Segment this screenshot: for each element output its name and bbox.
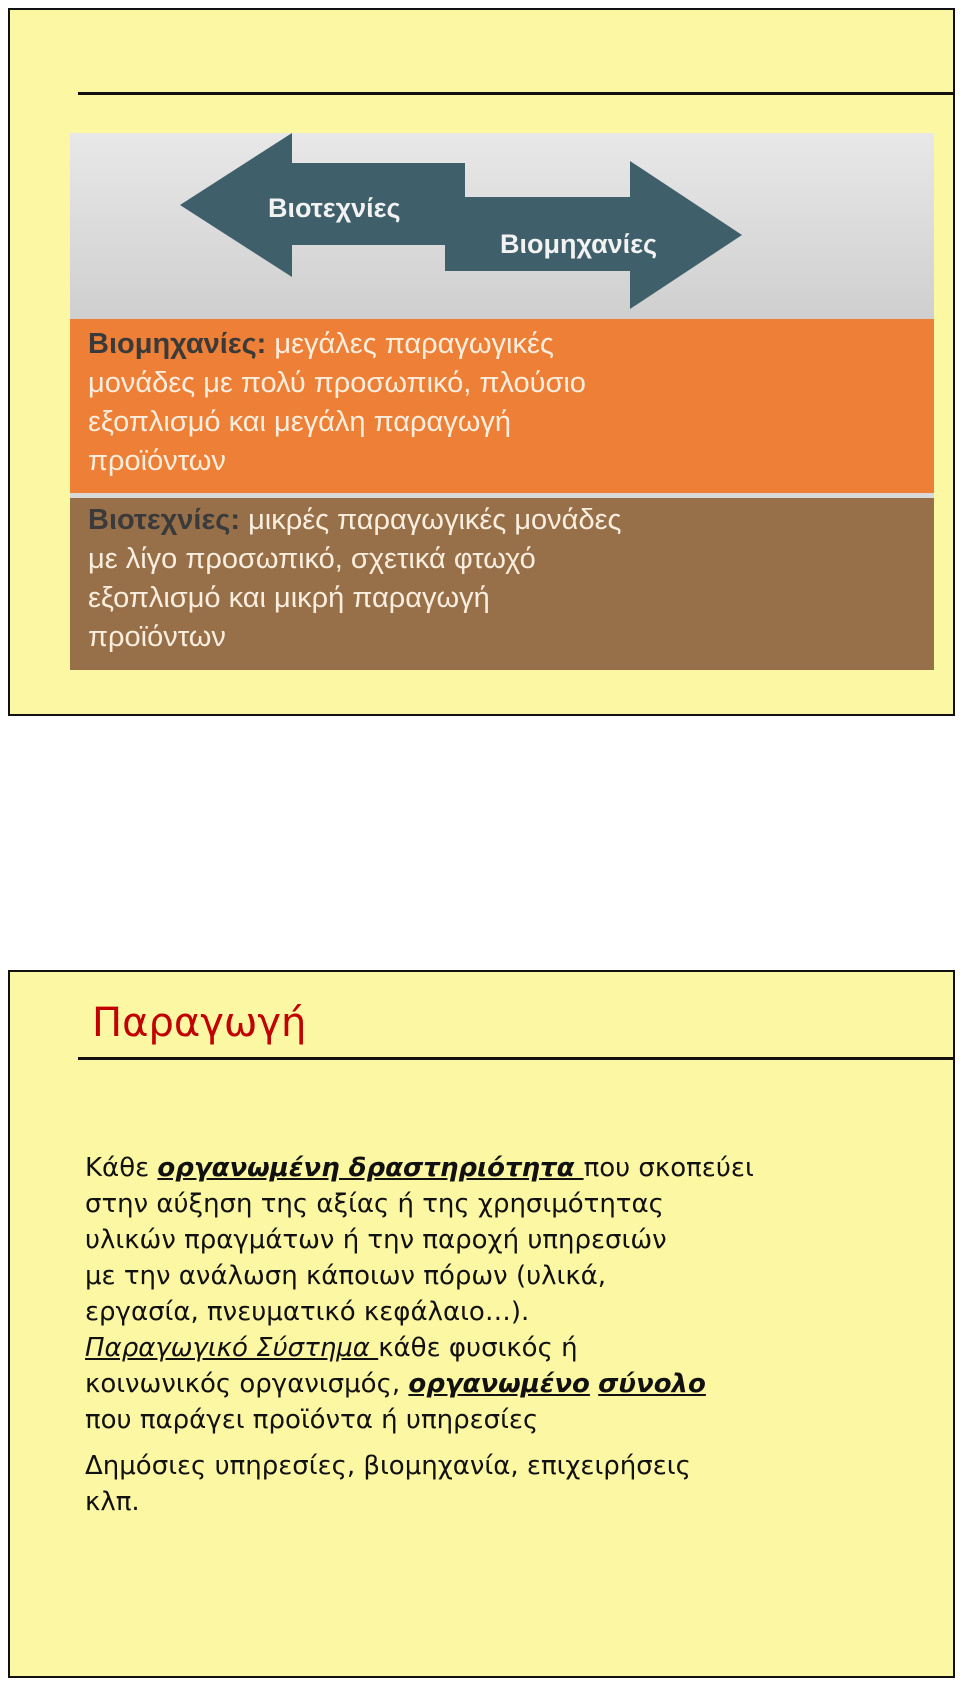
p1-line-4: με την ανάλωση κάποιων πόρων (υλικά, [85, 1261, 607, 1291]
p1-start: Κάθε [85, 1153, 158, 1183]
crafts-definition-band [70, 498, 934, 670]
p2-emphasis-2: σύνολο [598, 1369, 706, 1399]
industries-text-3: εξοπλισμό και μεγάλη παραγωγή [88, 406, 511, 438]
slide-1 [8, 8, 955, 716]
industries-vs-crafts-picture [70, 133, 934, 670]
crafts-term: Βιοτεχνίες: [88, 504, 240, 536]
p1-line-2: στην αύξηση της αξίας ή της χρησιμότητας [85, 1189, 664, 1219]
arrow-label-crafts: Βιοτεχνίες [268, 193, 401, 223]
crafts-line-1 [88, 501, 922, 540]
p2-term: Παραγωγικό Σύστημα [85, 1333, 379, 1363]
production-definition [85, 1150, 945, 1330]
industries-text-4: προϊόντων [88, 445, 226, 477]
p1-line-3: υλικών πραγμάτων ή την παροχή υπηρεσιών [85, 1225, 667, 1255]
slide-2 [8, 970, 955, 1678]
crafts-text-4: προϊόντων [88, 621, 226, 653]
examples [85, 1448, 945, 1520]
industries-text-2: μονάδες με πολύ προσωπικό, πλούσιο [88, 367, 586, 399]
p1-line-1 [85, 1150, 945, 1186]
p2-line-2 [85, 1366, 945, 1402]
industries-term: Βιομηχανίες: [88, 328, 267, 360]
p2-space [590, 1369, 598, 1399]
p2-line-3: που παράγει προϊόντα ή υπηρεσίες [85, 1405, 539, 1435]
slide-body [85, 1150, 945, 1520]
title-divider [78, 1057, 953, 1060]
p3-line-1: Δημόσιες υπηρεσίες, βιομηχανία, επιχειρήσεις [85, 1451, 691, 1481]
industries-text-1: μεγάλες παραγωγικές [274, 328, 554, 360]
industries-definition-band [70, 319, 934, 493]
crafts-text-2: με λίγο προσωπικό, σχετικά φτωχό [88, 543, 536, 575]
p1-rest: που σκοπεύει [583, 1153, 754, 1183]
crafts-text-3: εξοπλισμό και μικρή παραγωγή [88, 582, 490, 614]
p2-line-2-start: κοινωνικός οργανισμός, [85, 1369, 409, 1399]
arrow-label-industries: Βιομηχανίες [500, 229, 658, 259]
crafts-text-1: μικρές παραγωγικές μονάδες [248, 504, 622, 536]
production-system-definition [85, 1330, 945, 1438]
p2-rest: κάθε φυσικός ή [378, 1333, 578, 1363]
title-divider [78, 92, 953, 95]
p2-line-1 [85, 1330, 945, 1366]
p1-line-5: εργασία, πνευματικό κεφάλαιο…). [85, 1297, 530, 1327]
p2-emphasis-1: οργανωμένο [408, 1369, 590, 1399]
arrow-graphic [70, 133, 934, 319]
p1-emphasis: οργανωμένη δραστηριότητα [157, 1153, 584, 1183]
p3-line-2: κλπ. [85, 1487, 140, 1517]
slide-title: Παραγωγή [92, 1000, 307, 1046]
industries-line-1 [88, 325, 922, 364]
double-arrow-icon [70, 133, 934, 319]
